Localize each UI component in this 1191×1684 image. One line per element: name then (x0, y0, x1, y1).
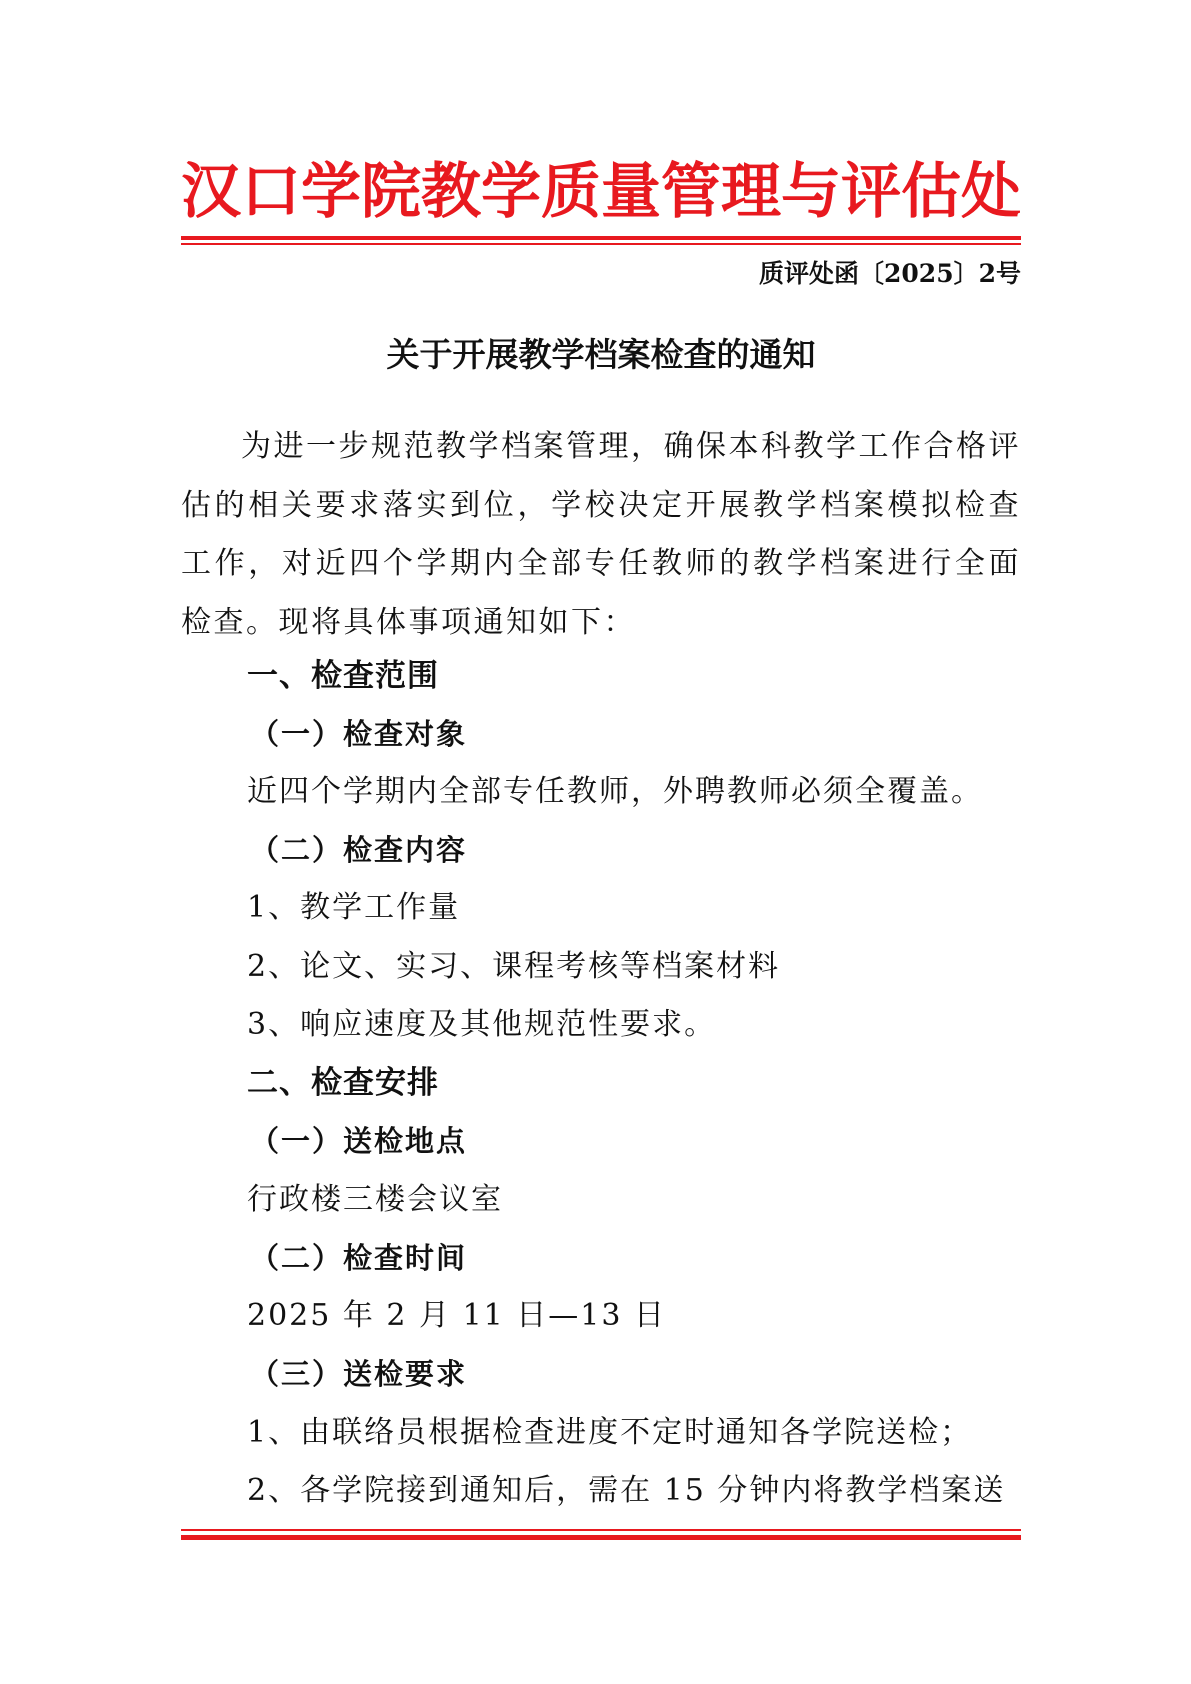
notice-title: 关于开展教学档案检查的通知 (386, 335, 816, 374)
subheading-inspection-target: （一）检查对象 (250, 717, 468, 751)
time-text: 2025 年 2 月 11 日—13 日 (247, 1298, 666, 1333)
location-text: 行政楼三楼会议室 (247, 1182, 503, 1217)
footer-rule-thick (181, 1535, 1021, 1540)
letterhead-title: 汉口学院教学质量管理与评估处 (181, 157, 1021, 227)
letterhead-rule-thin (181, 243, 1021, 245)
intro-paragraph: 为进一步规范教学档案管理，确保本科教学工作合格评估的相关要求落实到位，学校决定开展教学档案模拟检查工作，对近四个学期内全部专任教师的教学档案进行全面检查。现将具体事项通知如下： (181, 429, 1021, 640)
list-item: 1、教学工作量 (247, 890, 461, 925)
footer-rule-thin (181, 1529, 1021, 1531)
subheading-time: （二）检查时间 (250, 1241, 468, 1275)
subheading-location: （一）送检地点 (250, 1124, 468, 1158)
letterhead-rule-thick (181, 236, 1021, 240)
document-number: 质评处函〔2025〕2号 (759, 259, 1021, 288)
subheading-inspection-content: （二）检查内容 (250, 833, 468, 867)
list-item: 2、各学院接到通知后，需在 15 分钟内将教学档案送 (247, 1473, 1006, 1508)
list-item: 2、论文、实习、课程考核等档案材料 (247, 949, 781, 984)
list-item: 1、由联络员根据检查进度不定时通知各学院送检； (247, 1415, 973, 1450)
list-item: 3、响应速度及其他规范性要求。 (247, 1007, 717, 1042)
section-heading-arrangement: 二、检查安排 (247, 1065, 439, 1101)
inspection-target-text: 近四个学期内全部专任教师，外聘教师必须全覆盖。 (247, 774, 983, 809)
subheading-requirements: （三）送检要求 (250, 1357, 468, 1391)
section-heading-scope: 一、检查范围 (247, 658, 439, 694)
